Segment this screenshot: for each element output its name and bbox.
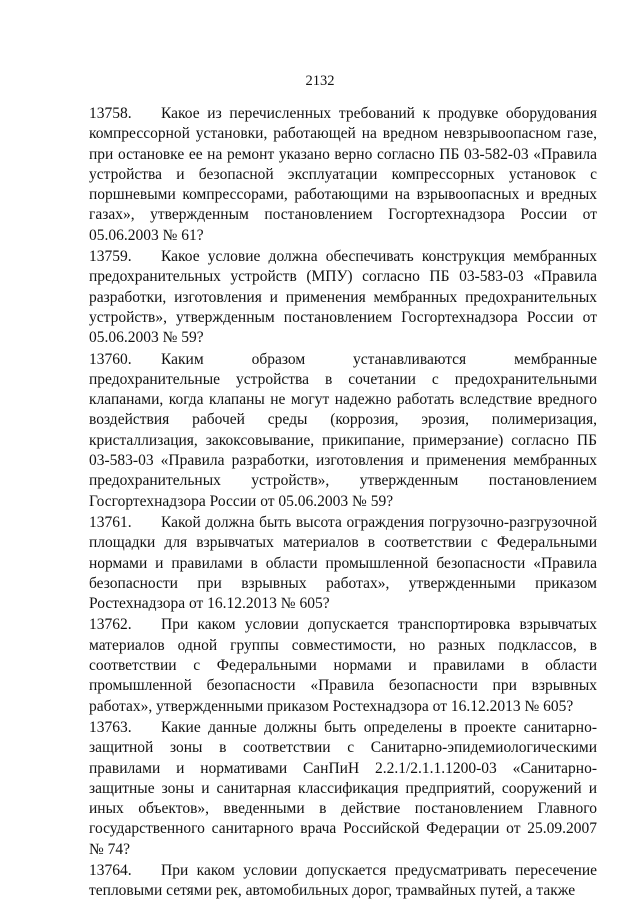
question-item	[89, 350, 597, 512]
question-text: При каком условии допускается предусматривать пересечение тепловыми сетями рек, автомобильных дорог, трамвайных путей, а также	[89, 861, 597, 900]
question-text: При каком условии допускается транспортировка взрывчатых материалов одной группы совместимости, но разных подклассов, в соответствии с Федеральными нормами и правилами в области промышленной безопасности «Правила безопасности при взрывных работах», утвержденными приказом Ростехнадзора от 16.12.2013 № 605?	[89, 616, 597, 715]
question-text: Какое условие должна обеспечивать конструкция мембранных предохранительных устройств (МПУ) согласно ПБ 03-583-03 «Правила разработки, изготовления и применения мембранных предохранительных устройств», утвержденным постановлением Госгортехнадзора России от 05.06.2003 № 59?	[89, 248, 597, 347]
question-number: 13763.	[89, 718, 132, 736]
question-item	[89, 513, 597, 614]
question-number: 13764.	[89, 861, 132, 879]
question-number: 13762.	[89, 616, 132, 634]
question-text: Каким образом устанавливаются мембранные предохранительные устройства в сочетании с предохранительными клапанами, когда клапаны не могут надежно работать вследствие вредного воздействия рабочей среды (коррозия, эрозия, полимеризация, кристаллизация, закоксовывание, прикипание, примерзание) согласно ПБ 03-583-03 «Правила разработки, изготовления и применения мембранных предохранительных устройств», утвержденным постановлением Госгортехнадзора России от 05.06.2003 № 59?	[89, 350, 597, 510]
question-number: 13759.	[89, 248, 132, 266]
question-item	[89, 104, 597, 246]
question-item	[89, 615, 597, 716]
question-text: Какие данные должны быть определены в проекте санитарно-защитной зоны в соответствии с Санитарно-эпидемиологическими правилами и нормативами СанПиН 2.2.1/2.1.1.1200-03 «Санитарно-защитные зоны и санитарная классификация предприятий, сооружений и иных объектов», введенными в действие постановлением Главного государственного санитарного врача Российской Федерации от 25.09.2007 № 74?	[89, 718, 597, 858]
question-item	[89, 861, 597, 902]
question-number: 13758.	[89, 105, 132, 122]
question-number: 13761.	[89, 513, 132, 531]
question-number: 13760.	[89, 350, 132, 368]
question-text: Какой должна быть высота ограждения погрузочно-разгрузочной площадки для взрывчатых материалов в соответствии с Федеральными нормами и правилами в области промышленной безопасности «Правила безопасности при взрывных работах», утвержденными приказом Ростехнадзора от 16.12.2013 № 605?	[89, 513, 597, 613]
question-item	[89, 247, 597, 348]
question-item	[89, 718, 597, 860]
questions-list	[89, 104, 597, 903]
page-number: 2132	[305, 73, 335, 89]
question-text: Какое из перечисленных требований к продувке оборудования компрессорной установки, работающей на вредном невзрывоопасном газе, при остановке ее на ремонт указано верно согласно ПБ 03-582-03 «Правила устройства и безопасной эксплуатации компрессорных установок с поршневыми компрессорами, работающими на взрывоопасных и вредных газах», утвержденным постановлением Госгортехнадзора России от 05.06.2003 № 61?	[89, 105, 597, 244]
